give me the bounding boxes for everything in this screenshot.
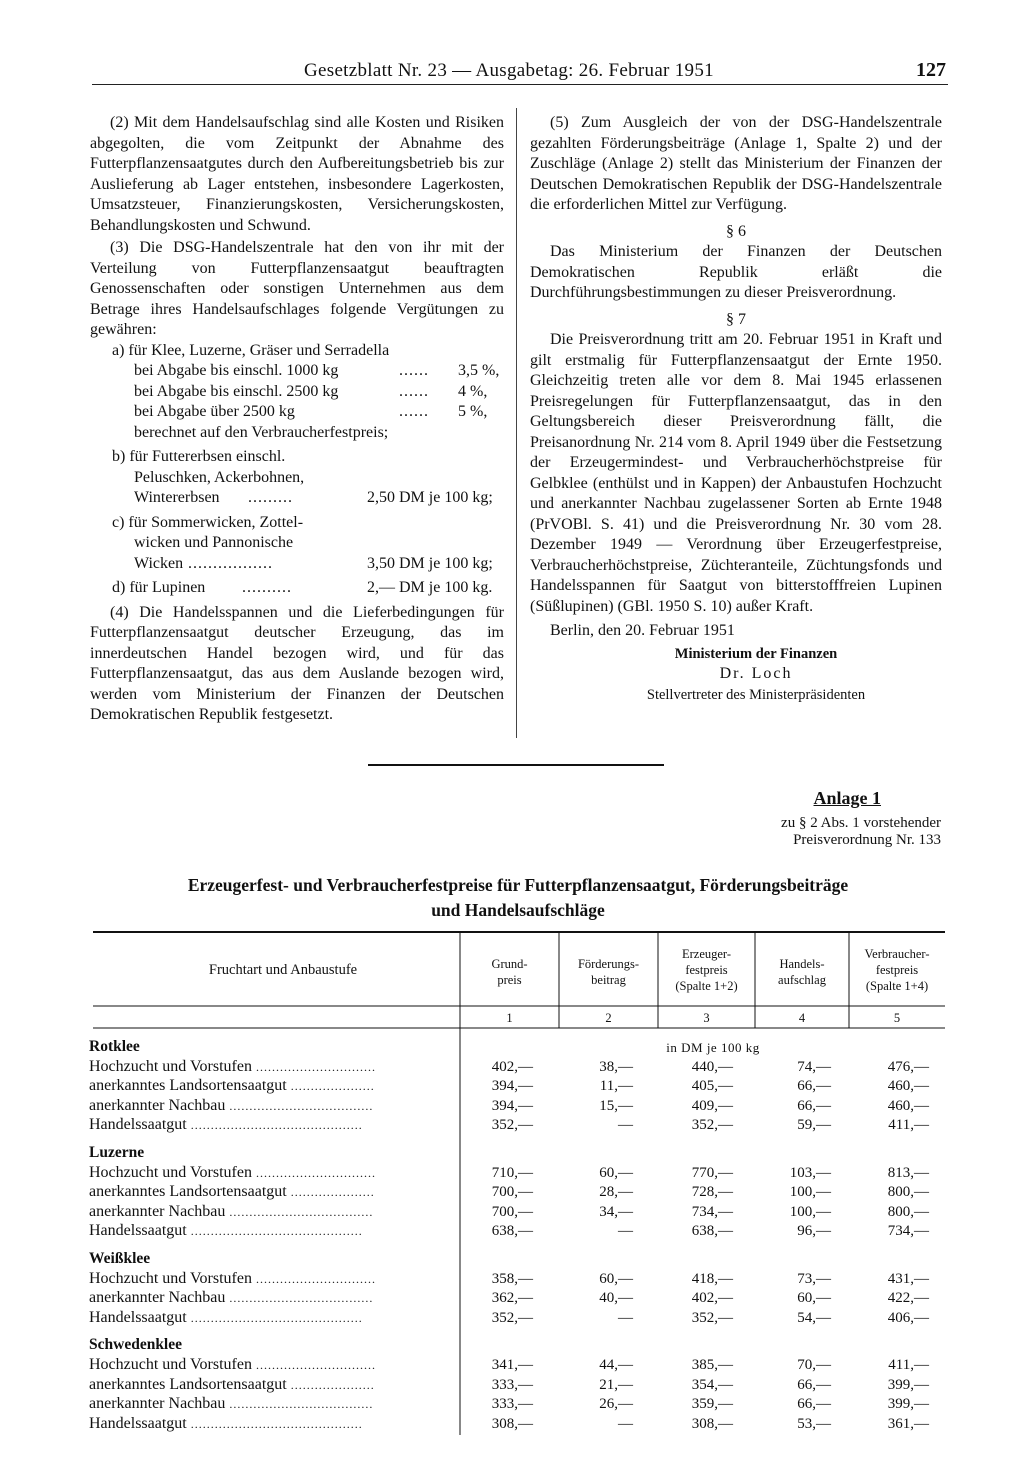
table-cell: 96,—: [797, 1223, 831, 1240]
list-a-line2: bei Abgabe bis einschl. 2500 kg: [134, 382, 339, 400]
list-a-value3: 5 %,: [458, 403, 488, 420]
table-cell: 40,—: [599, 1290, 633, 1307]
column-header-verbraucherfestpreis: [849, 946, 945, 994]
table-cell: 406,—: [887, 1309, 929, 1326]
leader-dots: .....................: [290, 1377, 375, 1392]
page-number: 127: [916, 59, 946, 81]
list-a-head: a) für Klee, Luzerne, Gräser und Serradella: [112, 341, 390, 359]
leader-dots: ..............................: [255, 1059, 376, 1074]
column-number-4: 4: [798, 1011, 806, 1025]
annex-heading: [781, 790, 941, 849]
row-label: Handelssaatgut ...........................................: [89, 1308, 363, 1326]
table-cell: 15,—: [599, 1097, 633, 1114]
table-title: [90, 873, 946, 923]
list-d-value: 2,— DM je 100 kg.: [367, 579, 493, 596]
leader-dots: .................: [188, 554, 273, 572]
leader-dots: ...........................................: [190, 1118, 363, 1133]
list-a: [90, 341, 504, 444]
header-title: Gesetzblatt Nr. 23 — Ausgabetag: 26. Februar 1951: [304, 60, 714, 81]
section-6-heading: § 6: [726, 222, 746, 240]
table-cell: 11,—: [599, 1078, 633, 1095]
row-label: Hochzucht und Vorstufen ..............................: [89, 1163, 376, 1181]
table-cell: 70,—: [797, 1357, 831, 1373]
signature-place-date: Berlin, den 20. Februar 1951: [550, 622, 735, 639]
table-cell: 399,—: [887, 1396, 929, 1413]
table-cell: 100,—: [789, 1184, 831, 1201]
table-cell: —: [618, 1223, 633, 1240]
table-cell: 394,—: [491, 1078, 533, 1095]
paragraph-2: (2) Mit dem Handelsaufschlag sind alle Kosten und Risiken abgegolten, die vom Zeitpunkt der Abnahme des Futterpflanzensaatgutes durch den Aufbereitungsbetrieb bis zur Auslieferung ab Lager entstehen, insbesondere Lagerkosten, Umsatzsteuer, Finanzierungskosten, Versicherungskosten, Behandlungskosten und Schwund.: [90, 114, 504, 234]
table-cell: 476,—: [887, 1058, 929, 1075]
list-b-line3: Wintererbsen: [134, 489, 220, 506]
row-label: anerkanntes Landsortensaatgut .....................: [89, 1375, 375, 1393]
row-label: Hochzucht und Vorstufen ..............................: [89, 1356, 376, 1373]
leader-dots: ..............................: [255, 1271, 376, 1286]
right-column: [530, 113, 942, 705]
list-c-line1: c) für Sommerwicken, Zottel-: [112, 513, 304, 531]
column-header-text: Verbraucher-: [864, 947, 930, 961]
column-header-text: (Spalte 1+4): [865, 979, 929, 993]
table-cell: 103,—: [789, 1164, 831, 1181]
row-label: anerkannter Nachbau ....................................: [89, 1096, 374, 1114]
column-header-fruchtart: Fruchtart und Anbaustufe: [208, 962, 358, 978]
paragraph-5: (5) Zum Ausgleich der von der DSG-Handelszentrale gezahlten Förderungsbeiträge (Anlage 1, Spalte 2) und der Zuschläge (Anlage 2) stellt das Ministerium der Finanzen der Deutschen Demokratischen Republik der DSG-Handelszentrale die erforderlichen Mittel zur Verfügung.: [530, 114, 942, 213]
table-cell: 710,—: [491, 1164, 533, 1181]
leader-dots: ....................................: [229, 1098, 374, 1113]
table-cell: 53,—: [797, 1415, 831, 1432]
table-cell: 352,—: [691, 1309, 733, 1326]
table-title-line2: und Handelsaufschläge: [431, 900, 605, 920]
paragraph-7: Die Preisverordnung tritt am 20. Februar 1951 in Kraft und gilt erstmalig für Futterpflanzensaatgut der Ernte 1950. Gleichzeitig treten alle vor dem 8. Mai 1945 erlassenen Preisregelungen für Futterpflanzensaatgut, das in den Geltungsbereich dieser Preisverordnung fällt, die Preisanordnung Nr. 214 vom 8. April 1949 über die Festsetzung der Erzeugermindest- und Verbraucherhöchstpreise für Gelbklee (enthülst und in Kappen) der Anbaustufen Hochzucht und anerkannter Nachbau zugelassener Sorten ab Ernte 1948 (PrVOBl. S. 41) und die Preisverordnung Nr. 30 vom 28. Dezember 1949 — Verordnung über Erzeugerfestpreise, Verbraucherhöchstpreise, Züchteranteile, Züchtungsfonds und Handelsspannen für Saatgut von bitterstofffreien Lupinen (Süßlupinen) (GBl. 1950 S. 10) außer Kraft.: [530, 331, 942, 615]
row-label: anerkanntes Landsortensaatgut .....................: [89, 1183, 375, 1201]
column-header-text: Erzeuger-: [681, 947, 732, 961]
row-label: anerkannter Nachbau ....................................: [89, 1395, 374, 1413]
table-cell: 402,—: [491, 1058, 533, 1075]
table-cell: 800,—: [887, 1184, 929, 1201]
leader-dots: .....................: [290, 1185, 375, 1200]
table-cell: 734,—: [691, 1203, 733, 1220]
column-header-text: (Spalte 1+2): [675, 979, 738, 993]
column-header-text: Grund-: [491, 957, 528, 971]
column-header-text: Handels-: [779, 957, 825, 971]
leader-dots: ....................................: [229, 1397, 374, 1412]
group-heading: Luzerne: [89, 1144, 145, 1161]
list-b-line2: Peluschken, Ackerbohnen,: [134, 468, 305, 486]
table-cell: 394,—: [491, 1097, 533, 1114]
table-cell: 34,—: [599, 1203, 633, 1220]
row-label: Handelssaatgut ...........................................: [89, 1222, 363, 1240]
table-cell: 66,—: [797, 1078, 831, 1095]
table-cell: 361,—: [887, 1415, 929, 1432]
table-cell: 308,—: [491, 1415, 533, 1432]
list-d-line1: d) für Lupinen: [112, 579, 206, 596]
list-a-line1: bei Abgabe bis einschl. 1000 kg: [134, 362, 339, 379]
table-cell: 638,—: [691, 1223, 733, 1240]
table-cell: 440,—: [691, 1058, 733, 1075]
group-heading: Weißklee: [89, 1250, 151, 1267]
table-cell: 638,—: [491, 1223, 533, 1240]
row-label: anerkannter Nachbau ....................................: [89, 1202, 374, 1220]
table-cell: 59,—: [797, 1117, 831, 1134]
column-header-text: festpreis: [685, 963, 728, 977]
table-cell: 700,—: [491, 1203, 533, 1220]
separator-rule: [368, 764, 664, 766]
annex-ref-1: zu § 2 Abs. 1 vorstehender: [781, 815, 941, 831]
table-cell: 308,—: [691, 1415, 733, 1432]
table-cell: 460,—: [887, 1097, 929, 1114]
table-cell: —: [618, 1117, 633, 1134]
table-cell: 352,—: [491, 1117, 533, 1134]
table-cell: 341,—: [491, 1357, 533, 1373]
column-header-handelsaufschlag: [755, 956, 849, 988]
list-b: [90, 447, 504, 509]
price-table: [89, 930, 945, 1440]
table-cell: 66,—: [797, 1396, 831, 1413]
table-cell: 418,—: [691, 1270, 733, 1287]
row-label: Hochzucht und Vorstufen ..............................: [89, 1269, 376, 1287]
table-cell: 700,—: [491, 1184, 533, 1201]
table-cell: 333,—: [491, 1376, 533, 1393]
table-cell: 460,—: [887, 1078, 929, 1095]
row-label: Handelssaatgut ...........................................: [89, 1414, 363, 1432]
list-a-value1: 3,5 %,: [458, 362, 500, 379]
column-header-foerderungsbeitrag: [559, 956, 658, 988]
table-cell: 354,—: [691, 1376, 733, 1393]
column-header-text: festpreis: [875, 963, 919, 977]
signature-role: Stellvertreter des Ministerpräsidenten: [646, 686, 866, 703]
table-cell: 800,—: [887, 1203, 929, 1220]
table-cell: 352,—: [491, 1309, 533, 1326]
unit-label: in DM je 100 kg: [666, 1040, 760, 1055]
list-b-value: 2,50 DM je 100 kg;: [367, 489, 493, 506]
list-a-line4: berechnet auf den Verbraucherfestpreis;: [134, 423, 389, 441]
column-header-text: preis: [497, 973, 522, 987]
table-cell: 385,—: [691, 1357, 733, 1373]
column-number-3: 3: [703, 1011, 710, 1025]
signature-ministry: Ministerium der Finanzen: [674, 645, 838, 662]
table-cell: 38,—: [599, 1058, 633, 1075]
list-c-value: 3,50 DM je 100 kg;: [367, 554, 493, 572]
leader-dots: ...........................................: [190, 1224, 363, 1239]
table-cell: 60,—: [599, 1270, 633, 1287]
table-cell: 333,—: [491, 1396, 533, 1413]
list-c: [90, 513, 504, 575]
leader-dots: ..............................: [255, 1358, 376, 1372]
column-header-grundpreis: [460, 956, 559, 988]
table-cell: 409,—: [691, 1097, 733, 1114]
table-cell: —: [618, 1415, 633, 1432]
leader-dots: ....................................: [229, 1204, 374, 1219]
table-cell: 73,—: [797, 1270, 831, 1287]
table-cell: 66,—: [797, 1376, 831, 1393]
table-cell: 734,—: [887, 1223, 929, 1240]
table-cell: 405,—: [691, 1078, 733, 1095]
annex-ref-2: Preisverordnung Nr. 133: [793, 832, 941, 848]
column-number-1: 1: [506, 1011, 513, 1025]
table-cell: 66,—: [797, 1097, 831, 1114]
table-cell: 362,—: [491, 1290, 533, 1307]
table-cell: 26,—: [599, 1396, 633, 1413]
table-cell: 399,—: [887, 1376, 929, 1393]
row-label: anerkanntes Landsortensaatgut .....................: [89, 1077, 375, 1095]
paragraph-4: (4) Die Handelsspannen und die Lieferbedingungen für Futterpflanzensaatgut deutscher Erzeugung, das im innerdeutschen Handel bezogen wird, und für das Futterpflanzensaatgut, das aus dem Auslande bezogen wird, werden vom Ministerium der Finanzen der Deutschen Demokratischen Republik festgesetzt.: [90, 603, 504, 723]
leader-dots: ......: [399, 382, 429, 400]
row-label: Handelssaatgut ...........................................: [89, 1116, 363, 1134]
row-label: Hochzucht und Vorstufen ..............................: [89, 1057, 376, 1075]
table-cell: 402,—: [691, 1290, 733, 1307]
column-header-text: Förderungs-: [577, 957, 640, 971]
list-b-line1: b) für Futtererbsen einschl.: [112, 448, 286, 465]
table-cell: 359,—: [691, 1396, 733, 1413]
table-cell: 411,—: [888, 1357, 929, 1373]
table-cell: 28,—: [599, 1184, 633, 1201]
column-header-erzeugerfestpreis: [658, 946, 755, 994]
table-cell: 770,—: [691, 1164, 733, 1181]
leader-dots: ...........................................: [190, 1416, 363, 1431]
column-header-text: aufschlag: [778, 973, 826, 987]
paragraph-3: (3) Die DSG-Handelszentrale hat den von ihr mit der Verteilung von Futterpflanzensaatgut beauftragten Genossenschaften oder sonstigen Unternehmen aus dem Betrage ihres Handelsaufschlages folgende Vergütungen zu gewähren:: [90, 239, 504, 338]
table-cell: 813,—: [887, 1164, 929, 1181]
table-cell: 422,—: [887, 1290, 929, 1307]
list-a-value2: 4 %,: [458, 382, 488, 400]
leader-dots: .....................: [290, 1079, 375, 1094]
page-header: [92, 58, 948, 85]
signature-name: Dr. Loch: [719, 665, 793, 682]
table-cell: 358,—: [491, 1270, 533, 1287]
leader-dots: ...........................................: [190, 1310, 363, 1325]
list-d: [90, 578, 504, 599]
leader-dots: ......: [399, 362, 429, 379]
table-cell: 60,—: [599, 1164, 633, 1181]
column-number-5: 5: [893, 1011, 901, 1025]
row-label: anerkannter Nachbau ....................................: [89, 1289, 374, 1307]
table-cell: 44,—: [599, 1357, 633, 1373]
leader-dots: ..............................: [255, 1165, 376, 1180]
table-cell: 352,—: [691, 1117, 733, 1134]
list-c-line2: wicken und Pannonische: [134, 534, 294, 551]
table-cell: 21,—: [599, 1376, 633, 1393]
leader-dots: ......: [399, 403, 429, 420]
section-7-heading: § 7: [726, 310, 746, 328]
table-cell: 728,—: [691, 1184, 733, 1201]
annex-title: Anlage 1: [813, 788, 881, 808]
column-divider: [516, 108, 517, 738]
list-a-line3: bei Abgabe über 2500 kg: [134, 403, 295, 420]
table-cell: 74,—: [797, 1058, 831, 1075]
group-heading: Rotklee: [89, 1038, 140, 1055]
table-cell: 54,—: [797, 1309, 831, 1326]
column-number-2: 2: [605, 1011, 612, 1025]
column-header-text: beitrag: [591, 973, 626, 987]
table-cell: 100,—: [789, 1203, 831, 1220]
table-cell: —: [618, 1309, 633, 1326]
table-cell: 411,—: [888, 1117, 929, 1134]
left-column: [90, 113, 504, 726]
table-title-line1: Erzeugerfest- und Verbraucherfestpreise für Futterpflanzensaatgut, Förderungsbeiträge: [187, 875, 849, 895]
leader-dots: ....................................: [229, 1291, 374, 1306]
leader-dots: .........: [248, 489, 293, 506]
group-heading: Schwedenklee: [89, 1336, 182, 1354]
paragraph-6: Das Ministerium der Finanzen der Deutschen Demokratischen Republik erläßt die Durchführungsbestimmungen zu dieser Preisverordnung.: [530, 243, 942, 301]
leader-dots: ..........: [242, 579, 292, 596]
table-cell: 431,—: [887, 1270, 929, 1287]
list-c-line3: Wicken: [134, 554, 184, 572]
table-cell: 60,—: [797, 1290, 831, 1307]
